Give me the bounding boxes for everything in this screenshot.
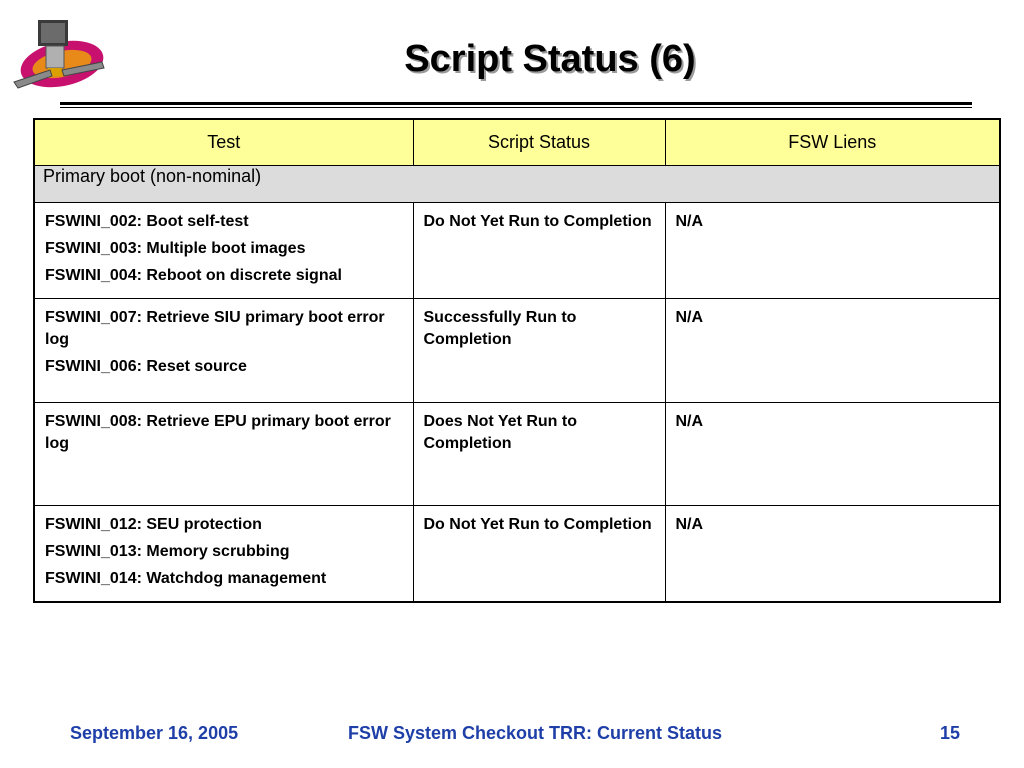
test-item: FSWINI_014: Watchdog management [45, 570, 327, 587]
section-label: Primary boot (non-nominal) [34, 166, 1000, 203]
test-item: FSWINI_006: Reset source [45, 358, 247, 375]
test-cell [34, 203, 413, 299]
table-header-row [34, 119, 1000, 166]
table-row [34, 403, 1000, 506]
section-row [34, 166, 1000, 203]
script-status-cell: Do Not Yet Run to Completion [413, 203, 665, 299]
table-row [34, 506, 1000, 603]
title-divider-thin [60, 107, 972, 108]
test-cell [34, 403, 413, 506]
script-status-cell: Do Not Yet Run to Completion [413, 506, 665, 603]
script-status-cell: Successfully Run to Completion [413, 299, 665, 403]
test-item: FSWINI_003: Multiple boot images [45, 240, 306, 257]
test-cell [34, 506, 413, 603]
table-row [34, 203, 1000, 299]
script-status-cell: Does Not Yet Run to Completion [413, 403, 665, 506]
test-cell [34, 299, 413, 403]
test-item: FSWINI_013: Memory scrubbing [45, 543, 290, 560]
footer-page-number: 15 [940, 723, 961, 743]
column-header-test: Test [34, 119, 413, 166]
title-divider [60, 102, 972, 105]
column-header-fsw-liens: FSW Liens [665, 119, 1000, 166]
fsw-liens-cell: N/A [665, 506, 1000, 603]
test-item: FSWINI_004: Reboot on discrete signal [45, 267, 342, 284]
fsw-liens-cell: N/A [665, 203, 1000, 299]
table-row [34, 299, 1000, 403]
test-item: FSWINI_002: Boot self-test [45, 213, 249, 230]
footer-title: FSW System Checkout TRR: Current Status [348, 723, 723, 743]
footer-date: September 16, 2005 [70, 723, 239, 743]
script-status-table [33, 118, 1001, 603]
fsw-liens-cell: N/A [665, 403, 1000, 506]
test-item: FSWINI_008: Retrieve EPU primary boot error log [45, 413, 391, 452]
test-item: FSWINI_012: SEU protection [45, 516, 262, 533]
test-item: FSWINI_007: Retrieve SIU primary boot error log [45, 309, 385, 348]
page-title: Script Status (6) [404, 38, 696, 80]
fsw-liens-cell: N/A [665, 299, 1000, 403]
column-header-script-status: Script Status [413, 119, 665, 166]
